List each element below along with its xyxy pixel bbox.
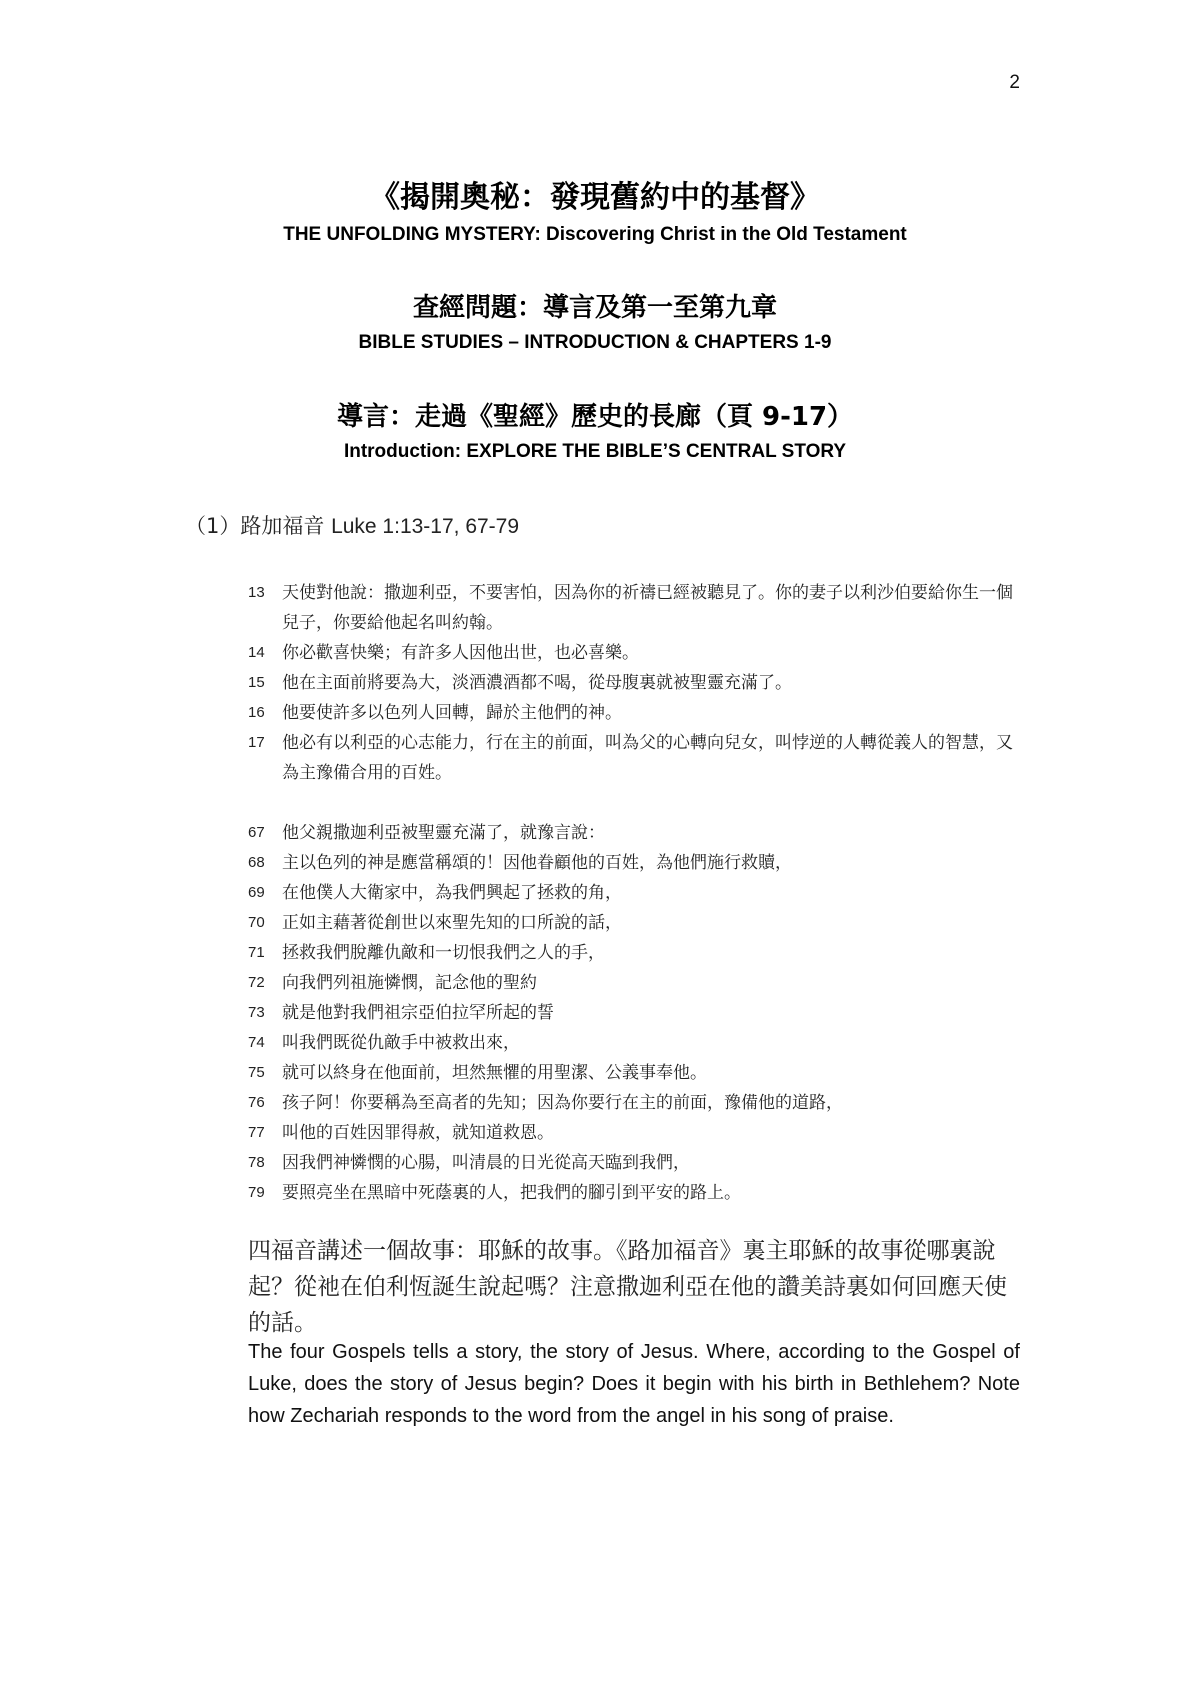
verse-item: [248, 818, 1018, 848]
verse-number: 70: [248, 914, 265, 931]
verse-text: 要照亮坐在黑暗中死蔭裏的人，把我們的腳引到平安的路上。: [282, 1183, 741, 1203]
verse-text: 正如主藉著從創世以來聖先知的口所說的話，: [282, 913, 622, 933]
verse-item: [248, 848, 1018, 878]
verse-number: 15: [248, 674, 265, 691]
verse-item: [248, 1148, 1018, 1178]
verse-number: 69: [248, 884, 265, 901]
verse-item: [248, 578, 1018, 638]
verse-list-part2: [248, 818, 1018, 1208]
verse-item: [248, 878, 1018, 908]
verse-number: 78: [248, 1154, 265, 1171]
verse-item: [248, 728, 1018, 788]
discussion-question-english: The four Gospels tells a story, the story of Jesus. Where, according to the Gospel of Luke, does the story of Jesus begin? Does it begin with his birth in Bethlehem? Note how Zechariah responds to the word from the angel in his song of praise.: [248, 1341, 1020, 1427]
verse-text: 天使對他說：撒迦利亞，不要害怕，因為你的祈禱已經被聽見了。你的妻子以利沙伯要給你生一個兒子，你要給他起名叫約翰。: [282, 583, 1013, 633]
verse-item: [248, 668, 1018, 698]
verse-item: [248, 998, 1018, 1028]
verse-text: 就是他對我們祖宗亞伯拉罕所起的誓: [282, 1003, 554, 1023]
document-subtitle: [0, 287, 1190, 354]
verse-number: 76: [248, 1094, 265, 1111]
verse-number: 71: [248, 944, 265, 961]
verse-text: 主以色列的神是應當稱頌的！因他眷顧他的百姓，為他們施行救贖，: [282, 853, 792, 873]
verse-item: [248, 638, 1018, 668]
document-title: [0, 172, 1190, 246]
verse-item: [248, 1028, 1018, 1058]
title-english: THE UNFOLDING MYSTERY: Discovering Christ in the Old Testament: [283, 224, 907, 245]
question-label: （1）路加福音: [185, 514, 325, 538]
verse-number: 73: [248, 1004, 265, 1021]
verse-number: 77: [248, 1124, 265, 1141]
verse-text: 在他僕人大衛家中，為我們興起了拯救的角，: [282, 883, 622, 903]
verse-list-part1: [248, 578, 1018, 788]
verse-number: 13: [248, 584, 265, 601]
verse-item: [248, 1088, 1018, 1118]
verse-item: [248, 1058, 1018, 1088]
title-chinese: 《揭開奧秘：發現舊約中的基督》: [370, 180, 820, 215]
verse-text: 他要使許多以色列人回轉，歸於主他們的神。: [282, 703, 622, 723]
verse-number: 16: [248, 704, 265, 721]
discussion-question-chinese: 四福音講述一個故事：耶穌的故事。《路加福音》裏主耶穌的故事從哪裏說起？從祂在伯利恆誕生說起嗎？注意撒迦利亞在他的讚美詩裏如何回應天使的話。: [248, 1238, 1007, 1336]
verse-text: 他必有以利亞的心志能力，行在主的前面，叫為父的心轉向兒女，叫悖逆的人轉從義人的智慧，又為主豫備合用的百姓。: [282, 733, 1013, 783]
verse-item: [248, 938, 1018, 968]
verse-text: 拯救我們脫離仇敵和一切恨我們之人的手，: [282, 943, 605, 963]
verse-text: 因我們神憐憫的心腸，叫清晨的日光從高天臨到我們，: [282, 1153, 690, 1173]
subtitle-chinese: 查經問題：導言及第一至第九章: [412, 293, 777, 323]
question-title: [185, 510, 519, 540]
verse-item: [248, 968, 1018, 998]
section-heading: [0, 396, 1190, 463]
verse-text: 叫他的百姓因罪得赦，就知道救恩。: [282, 1123, 554, 1143]
verse-item: [248, 698, 1018, 728]
verse-item: [248, 1118, 1018, 1148]
verse-number: 74: [248, 1034, 265, 1051]
verse-text: 就可以終身在他面前，坦然無懼的用聖潔、公義事奉他。: [282, 1063, 707, 1083]
verse-number: 14: [248, 644, 265, 661]
scripture-reference: Luke 1:13-17, 67-79: [331, 515, 520, 538]
verse-text: 向我們列祖施憐憫，記念他的聖約: [282, 973, 537, 993]
verse-number: 67: [248, 824, 265, 841]
verse-text: 他在主面前將要為大，淡酒濃酒都不喝，從母腹裏就被聖靈充滿了。: [282, 673, 792, 693]
verse-item: [248, 908, 1018, 938]
verse-number: 75: [248, 1064, 265, 1081]
verse-text: 叫我們既從仇敵手中被救出來，: [282, 1033, 520, 1053]
section-heading-chinese: 導言：走過《聖經》歷史的長廊（頁 9-17）: [336, 402, 854, 432]
subtitle-english: BIBLE STUDIES – INTRODUCTION & CHAPTERS 1-9: [358, 332, 832, 353]
verse-item: [248, 1178, 1018, 1208]
verse-number: 79: [248, 1184, 265, 1201]
verse-text: 他父親撒迦利亞被聖靈充滿了，就豫言說：: [282, 823, 605, 843]
page-number: 2: [1009, 72, 1020, 93]
verse-number: 17: [248, 734, 265, 751]
verse-number: 68: [248, 854, 265, 871]
verse-number: 72: [248, 974, 265, 991]
verse-text: 你必歡喜快樂；有許多人因他出世，也必喜樂。: [282, 643, 639, 663]
section-heading-english: Introduction: EXPLORE THE BIBLE’S CENTRAL STORY: [343, 441, 847, 462]
verse-text: 孩子阿！你要稱為至高者的先知；因為你要行在主的前面，豫備他的道路，: [282, 1093, 843, 1113]
